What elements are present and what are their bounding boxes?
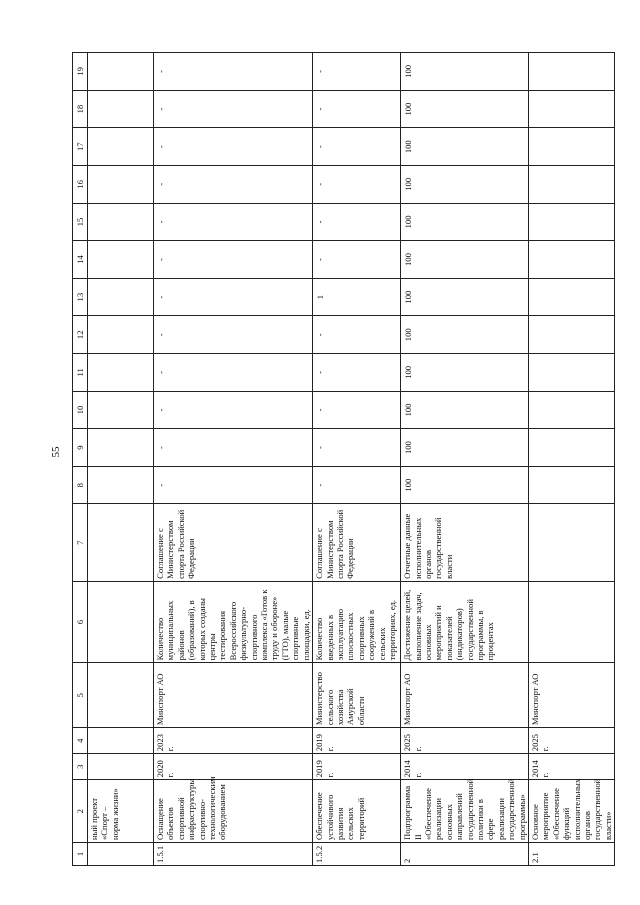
table-cell: 1.5.1 <box>154 843 313 866</box>
table-cell <box>88 241 154 279</box>
col-header: 14 <box>73 241 88 279</box>
column-number-row <box>73 53 88 866</box>
table-cell: 100 <box>401 316 529 354</box>
table-cell: Основное мероприятие «Обеспечение функций исполнительных органов государственной власти» <box>528 780 614 843</box>
table-cell: 2025 г. <box>528 728 614 754</box>
table-cell: - <box>154 53 313 91</box>
table-row <box>88 53 154 866</box>
table-cell: - <box>313 391 401 429</box>
table-cell: 100 <box>401 241 529 279</box>
table-cell <box>88 754 154 780</box>
table-cell: 2019 г. <box>313 754 401 780</box>
col-header: 13 <box>73 278 88 316</box>
table-cell <box>88 203 154 241</box>
table-cell <box>528 128 614 166</box>
table-cell: Подпрограмма II «Обеспечение реализации основных направлений государственной политики в сфере реализации государственной программы» <box>401 780 529 843</box>
table-cell <box>528 391 614 429</box>
col-header: 7 <box>73 504 88 581</box>
table-cell <box>528 466 614 504</box>
table-cell <box>88 728 154 754</box>
table-cell <box>88 128 154 166</box>
table-cell <box>88 316 154 354</box>
table-cell <box>88 429 154 467</box>
table-cell: - <box>313 316 401 354</box>
table-cell: - <box>313 354 401 392</box>
col-header: 5 <box>73 663 88 728</box>
table-cell: Обеспечение устойчивого развития сельских территорий <box>313 780 401 843</box>
table-cell: 100 <box>401 203 529 241</box>
table-cell <box>88 663 154 728</box>
table-row <box>528 53 614 866</box>
table-cell: 100 <box>401 128 529 166</box>
col-header: 15 <box>73 203 88 241</box>
table-cell: - <box>154 466 313 504</box>
col-header: 9 <box>73 429 88 467</box>
col-header: 10 <box>73 391 88 429</box>
program-table <box>72 52 615 866</box>
table-cell: - <box>154 429 313 467</box>
table-cell: 1.5.2 <box>313 843 401 866</box>
page-number: 55 <box>50 446 62 458</box>
rotated-table-frame <box>72 52 613 866</box>
col-header: 8 <box>73 466 88 504</box>
table-cell <box>528 504 614 581</box>
col-header: 17 <box>73 128 88 166</box>
table-cell <box>528 581 614 663</box>
col-header: 3 <box>73 754 88 780</box>
col-header: 11 <box>73 354 88 392</box>
col-header: 2 <box>73 780 88 843</box>
table-cell: - <box>154 316 313 354</box>
table-cell: - <box>154 391 313 429</box>
table-cell: 1 <box>313 278 401 316</box>
table-cell <box>528 354 614 392</box>
table-cell: - <box>313 90 401 128</box>
table-cell <box>528 278 614 316</box>
table-cell: - <box>313 166 401 204</box>
table-cell: - <box>154 354 313 392</box>
table-cell: - <box>154 90 313 128</box>
col-header: 6 <box>73 581 88 663</box>
table-cell: 100 <box>401 466 529 504</box>
table-cell <box>528 166 614 204</box>
table-cell <box>528 429 614 467</box>
col-header: 4 <box>73 728 88 754</box>
table-cell: Оснащение объектов спортивной инфраструктуры спортивно-технологическим оборудованием <box>154 780 313 843</box>
table-cell <box>528 90 614 128</box>
table-cell: Министерство сельского хозяйства Амурской области <box>313 663 401 728</box>
table-cell <box>88 278 154 316</box>
table-cell: 2014 г. <box>401 754 529 780</box>
table-cell: 100 <box>401 354 529 392</box>
table-cell <box>88 466 154 504</box>
table-cell: Количество введенных в эксплуатацию плоскостных спортивных сооружений в сельских территориях, ед. <box>313 581 401 663</box>
table-cell <box>528 316 614 354</box>
table-cell: 100 <box>401 429 529 467</box>
table-cell: Минспорт АО <box>401 663 529 728</box>
table-row <box>154 53 313 866</box>
table-cell: Количество муниципальных районов (образований), в которых созданы центры тестирования Всероссийского физкультурно-спортивного комплекса «Готов к труду и обороне» (ГТО), малые спортивные площадки, ед. <box>154 581 313 663</box>
table-row <box>401 53 529 866</box>
table-cell: 100 <box>401 391 529 429</box>
table-cell: - <box>154 128 313 166</box>
col-header: 18 <box>73 90 88 128</box>
table-cell <box>88 354 154 392</box>
table-cell: - <box>154 203 313 241</box>
table-cell: ный проект «Спорт – норма жизни» <box>88 780 154 843</box>
table-cell: 2014 г. <box>528 754 614 780</box>
table-cell: 2019 г. <box>313 728 401 754</box>
col-header: 1 <box>73 843 88 866</box>
table-cell <box>528 241 614 279</box>
table-row <box>313 53 401 866</box>
table-cell: - <box>154 166 313 204</box>
table-cell <box>88 504 154 581</box>
table-cell: - <box>154 241 313 279</box>
table-cell: Соглашение с Министерством спорта Российской Федерации <box>313 504 401 581</box>
table-cell <box>528 53 614 91</box>
table-cell: 100 <box>401 90 529 128</box>
table-cell: Минспорт АО <box>528 663 614 728</box>
rotated-table-container <box>72 52 613 866</box>
table-cell <box>88 166 154 204</box>
table-cell <box>88 53 154 91</box>
table-cell <box>88 391 154 429</box>
table-cell: - <box>313 53 401 91</box>
table-cell <box>88 90 154 128</box>
table-cell: 2 <box>401 843 529 866</box>
table-cell: - <box>313 203 401 241</box>
col-header: 12 <box>73 316 88 354</box>
table-cell <box>88 843 154 866</box>
table-cell: - <box>313 429 401 467</box>
table-cell: Минспорт АО <box>154 663 313 728</box>
table-cell: 2.1 <box>528 843 614 866</box>
table-cell: 100 <box>401 278 529 316</box>
table-cell: 2023 г. <box>154 728 313 754</box>
table-cell <box>528 203 614 241</box>
table-cell: 100 <box>401 166 529 204</box>
table-cell: - <box>313 466 401 504</box>
table-cell: Соглашение с Министерством спорта Российской Федерации <box>154 504 313 581</box>
table-cell: 2020 г. <box>154 754 313 780</box>
col-header: 16 <box>73 166 88 204</box>
table-cell: Достижение целей, выполнение задач, основных мероприятий и показателей (индикаторов) государственной программы, в процентах <box>401 581 529 663</box>
table-cell: - <box>154 278 313 316</box>
table-cell: - <box>313 241 401 279</box>
table-cell: 2025 г. <box>401 728 529 754</box>
table-cell: - <box>313 128 401 166</box>
col-header: 19 <box>73 53 88 91</box>
table-cell <box>88 581 154 663</box>
table-cell: Отчетные данные исполнительных органов государственной власти <box>401 504 529 581</box>
table-cell: 100 <box>401 53 529 91</box>
